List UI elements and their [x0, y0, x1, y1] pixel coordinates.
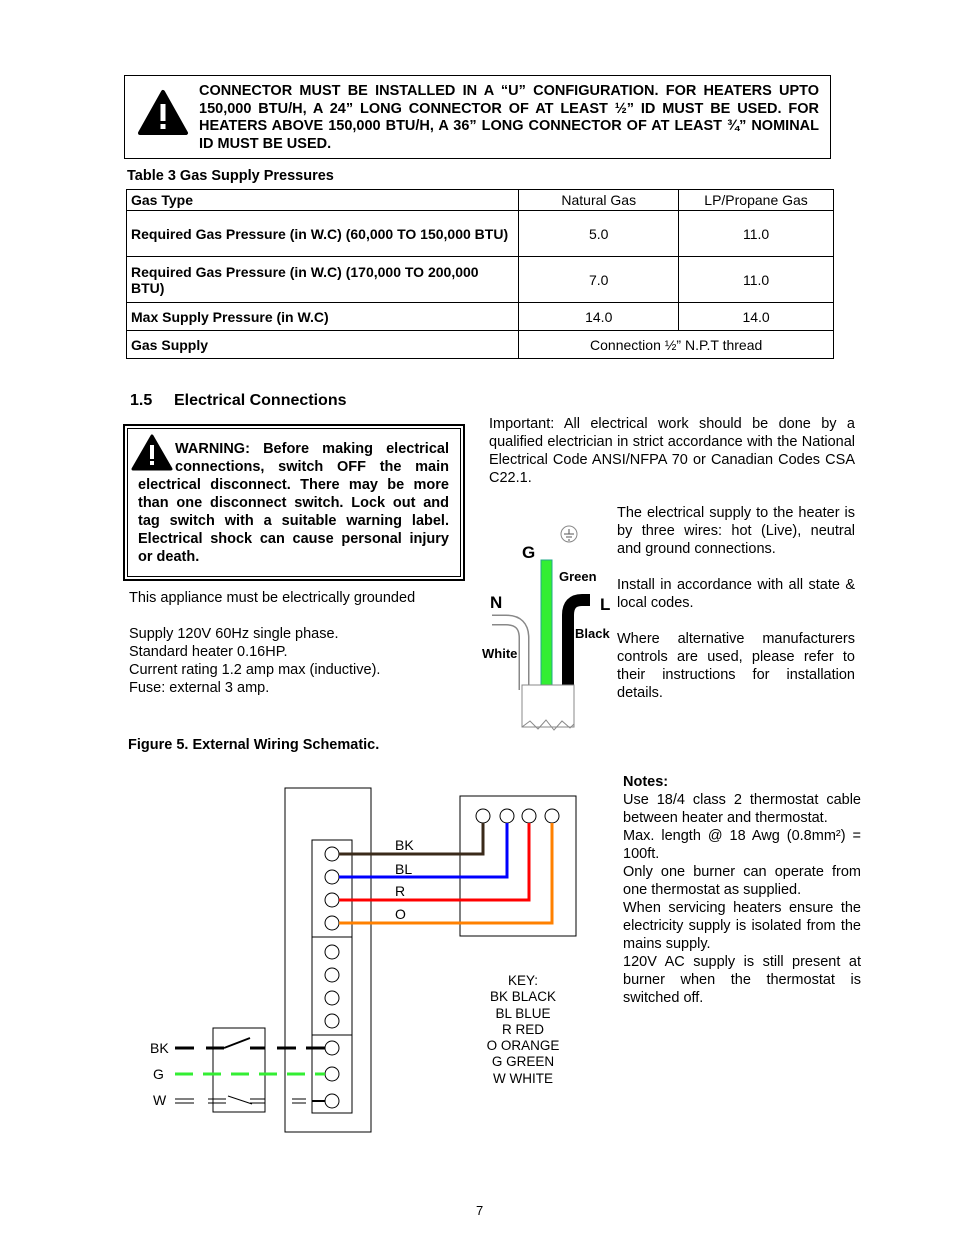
svg-text:BL: BL [395, 861, 413, 877]
svg-text:O: O [395, 906, 406, 922]
alternative-controls-paragraph: Where alternative manufacturers controls are used, please refer to their instructions for installation details. [617, 631, 855, 701]
warning-icon [137, 89, 189, 137]
page-number: 7 [476, 1203, 484, 1218]
ground-icon [561, 526, 577, 542]
supply-paragraph: The electrical supply to the heater is by three wires: hot (Live), neutral and ground connections. [617, 505, 855, 557]
svg-text:G: G [153, 1066, 164, 1082]
terminal-group-bottom [325, 1041, 339, 1108]
label-black: Black [575, 626, 610, 641]
label-green: Green [559, 569, 597, 584]
codes-paragraph: Install in accordance with all state & local codes. [617, 577, 855, 611]
header-lp-gas: LP/Propane Gas [679, 190, 834, 211]
connector-warning-text: CONNECTOR MUST BE INSTALLED IN A “U” CONFIGURATION. FOR HEATERS UPTO 150,000 BTU/H, A 24” LONG CONNECTOR OF AT LEAST ½” ID MUST BE USED. FOR HEATERS ABOVE 150,000 BTU/H, A 36” LONG CONNECTOR OF AT LEAST ¾” NOMINAL ID MUST BE USED. [199, 83, 819, 152]
table-row: Required Gas Pressure (in W.C) (60,000 TO 150,000 BTU) 5.0 11.0 [127, 211, 834, 257]
table-row: Max Supply Pressure (in W.C) 14.0 14.0 [127, 303, 834, 331]
label-n: N [490, 593, 503, 612]
header-gas-type: Gas Type [127, 190, 519, 211]
section-heading [130, 392, 347, 410]
label-white: White [482, 646, 518, 661]
label-g: G [522, 543, 536, 562]
label-l: L [600, 595, 611, 614]
color-key: KEY: BK BLACK BL BLUE R RED O ORANGE G GREEN W WHITE [486, 973, 560, 1086]
important-note: Important: All electrical work should be done by a qualified electrician in strict accordance with the National Electrical Code ANSI/NFPA 70 or Canadian Codes CSA C22.1. [489, 416, 855, 486]
section-title: Electrical Connections [174, 392, 347, 409]
power-cord-illustration [478, 520, 618, 735]
svg-text:W: W [153, 1092, 167, 1108]
table-row: Gas Supply Connection ½” N.P.T thread [127, 331, 834, 359]
table-caption: Table 3 Gas Supply Pressures [127, 168, 334, 184]
svg-text:BK: BK [150, 1040, 169, 1056]
svg-text:R: R [395, 883, 406, 899]
grounded-note: This appliance must be electrically grounded [129, 590, 416, 606]
gas-supply-table [126, 189, 834, 359]
figure-caption: Figure 5. External Wiring Schematic. [128, 737, 380, 753]
svg-text:BK: BK [395, 837, 414, 853]
electrical-warning-text: WARNING: Before making electrical connections, switch OFF the main electrical disconnect. There may be more than one disconnect switch. Lock out and tag switch with a suitable warning label. Electrical shock can cause personal injury or death. [138, 441, 449, 565]
electrical-specs: Supply 120V 60Hz single phase. Standard heater 0.16HP. Current rating 1.2 amp max (inductive). Fuse: external 3 amp. [129, 626, 381, 696]
notes: Notes: Use 18/4 class 2 thermostat cable between heater and thermostat. Max. length @ 18 Awg (0.8mm²) = 100ft. Only one burner can operate from one thermostat as supplied. When servicing heaters ensure the electricity supply is isolated from the mains supply. 120V AC supply is still present at burner when the thermostat is switched off. [623, 774, 861, 1006]
header-natural-gas: Natural Gas [519, 190, 679, 211]
electrical-warning-box [123, 424, 465, 581]
section-number: 1.5 [130, 392, 153, 409]
connector-warning-box [124, 75, 831, 159]
table-row: Required Gas Pressure (in W.C) (170,000 TO 200,000 BTU) 7.0 11.0 [127, 257, 834, 303]
